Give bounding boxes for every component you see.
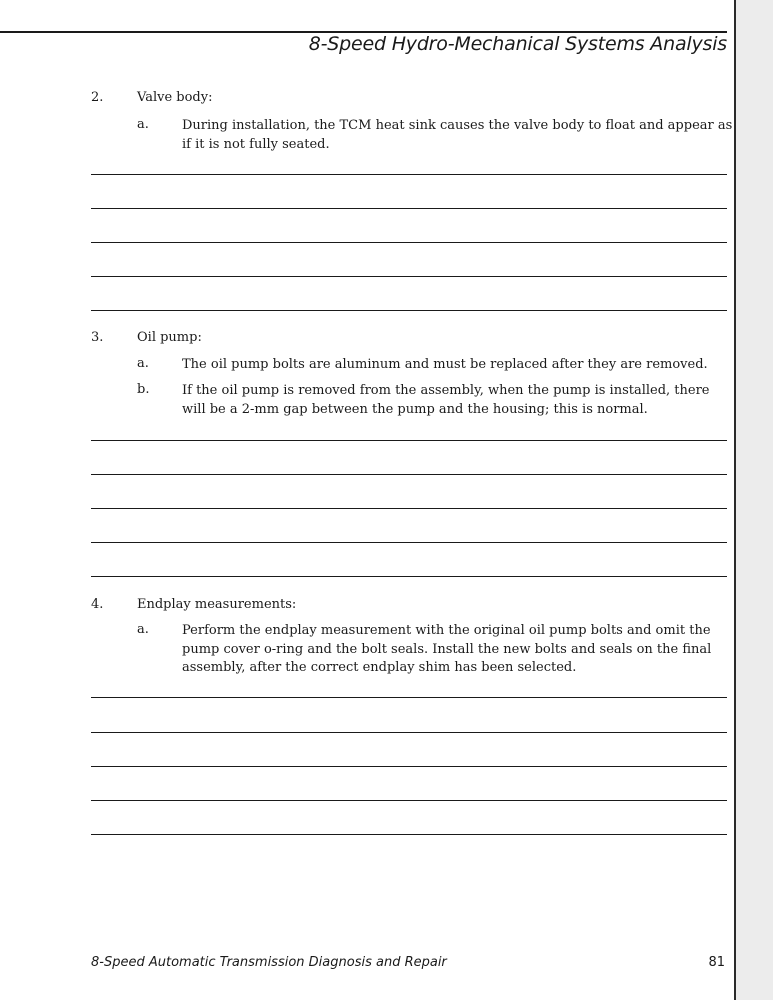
page-number: 81 [708,955,725,970]
section-number: 3. [91,330,104,345]
answer-line [91,474,727,475]
item-letter: b. [137,382,150,397]
answer-line [91,697,727,698]
section-heading: Valve body: [137,90,213,105]
item-letter: a. [137,356,149,371]
answer-line [91,276,727,277]
answer-line [91,174,727,175]
answer-line [91,542,727,543]
answer-line [91,310,727,311]
item-text: If the oil pump is removed from the assembly, when the pump is installed, there will be a 2-mm gap between the pump and the housing; this is normal. [182,383,710,417]
section-number: 2. [91,90,104,105]
item-text: The oil pump bolts are aluminum and must be replaced after they are removed. [182,357,708,372]
section-number: 4. [91,597,104,612]
item-text: Perform the endplay measurement with the original oil pump bolts and omit the pump cover o-ring and the bolt seals. Install the new bolts and seals on the final assembly, after the correct endplay shim has been selected. [182,623,712,675]
answer-line [91,208,727,209]
answer-line [91,576,727,577]
answer-line [91,766,727,767]
page-footer-title: 8-Speed Automatic Transmission Diagnosis and Repair [91,955,447,970]
answer-line [91,242,727,243]
answer-line [91,800,727,801]
item-letter: a. [137,117,149,132]
page-header-title: 8-Speed Hydro-Mechanical Systems Analysis [308,33,727,55]
answer-line [91,732,727,733]
section-heading: Endplay measurements: [137,597,297,612]
answer-line [91,508,727,509]
item-text: During installation, the TCM heat sink causes the valve body to float and appear as if it is not fully seated. [182,118,733,152]
section-heading: Oil pump: [137,330,202,345]
answer-line [91,440,727,441]
answer-line [91,834,727,835]
item-letter: a. [137,622,149,637]
page-edge-strip [734,0,773,1000]
